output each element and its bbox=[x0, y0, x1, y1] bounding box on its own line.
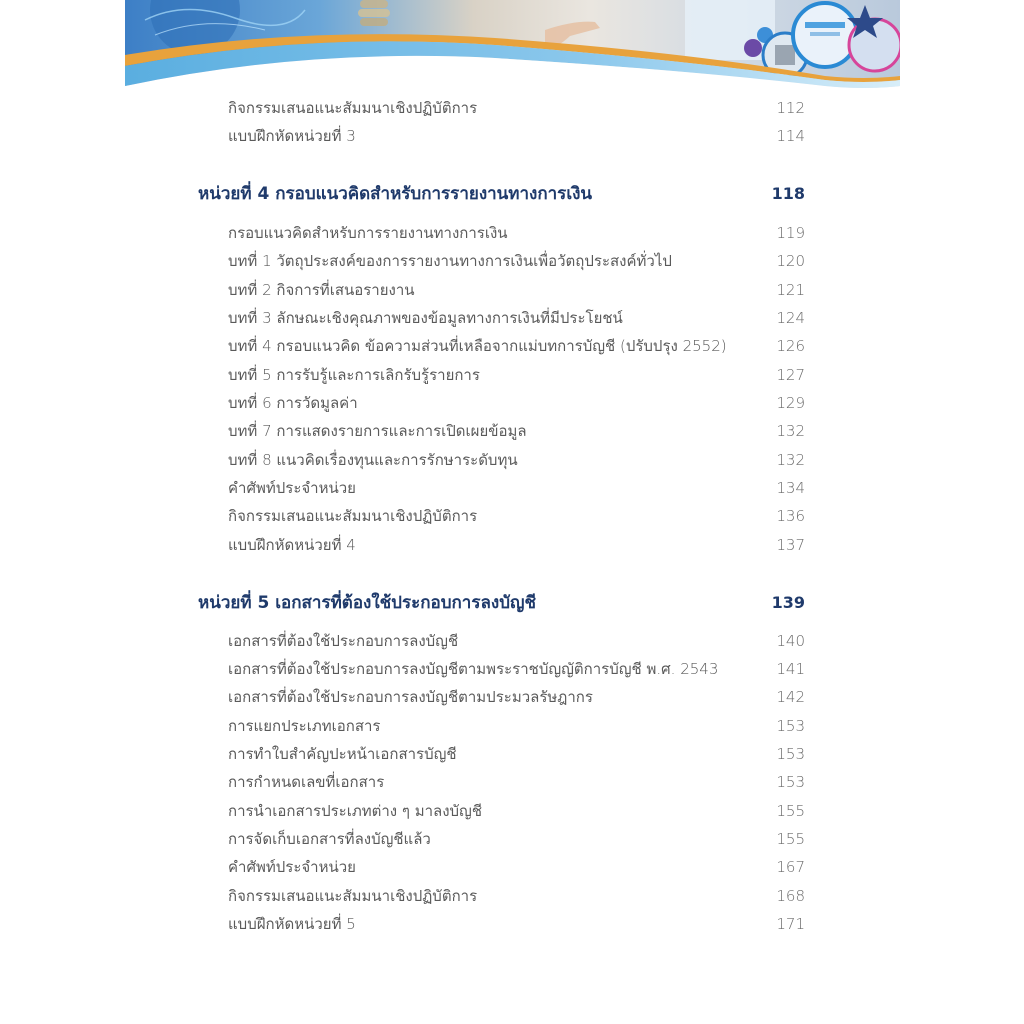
toc-entry[interactable] bbox=[228, 798, 805, 824]
toc-entry-page: 121 bbox=[776, 281, 805, 299]
toc-entry-page: 114 bbox=[776, 127, 805, 145]
toc-entry[interactable] bbox=[228, 123, 805, 149]
toc-entry-title: กรอบแนวคิดสำหรับการรายงานทางการเงิน bbox=[228, 224, 508, 242]
toc-entry-title: บทที่ 5 การรับรู้และการเลิกรับรู้รายการ bbox=[228, 366, 480, 384]
header-banner bbox=[125, 0, 900, 92]
toc-entry-title: คำศัพท์ประจำหน่วย bbox=[228, 479, 356, 497]
toc-entry-page: 137 bbox=[776, 536, 805, 554]
toc-entry[interactable] bbox=[228, 911, 805, 937]
toc-entry-page: 129 bbox=[776, 394, 805, 412]
toc-entry-page: 134 bbox=[776, 479, 805, 497]
toc-entry-title: เอกสารที่ต้องใช้ประกอบการลงบัญชีตามพระราชบัญญัติการบัญชี พ.ศ. 2543 bbox=[228, 660, 719, 678]
toc-entry[interactable] bbox=[228, 883, 805, 909]
toc-entry-page: 141 bbox=[776, 660, 805, 678]
toc-entry-title: คำศัพท์ประจำหน่วย bbox=[228, 858, 356, 876]
toc-entry-title: แบบฝึกหัดหน่วยที่ 5 bbox=[228, 915, 356, 933]
toc-entry[interactable] bbox=[228, 447, 805, 473]
toc-entry[interactable] bbox=[228, 532, 805, 558]
toc-entry-title: การจัดเก็บเอกสารที่ลงบัญชีแล้ว bbox=[228, 830, 431, 848]
toc-entry-title: การทำใบสำคัญปะหน้าเอกสารบัญชี bbox=[228, 745, 457, 763]
toc-entry[interactable] bbox=[228, 305, 805, 331]
toc-entry[interactable] bbox=[228, 248, 805, 274]
toc-unit-heading[interactable] bbox=[198, 178, 805, 208]
toc-unit-heading[interactable] bbox=[198, 587, 805, 617]
toc-entry[interactable] bbox=[228, 656, 805, 682]
toc-entry-title: บทที่ 1 วัตถุประสงค์ของการรายงานทางการเงินเพื่อวัตถุประสงค์ทั่วไป bbox=[228, 252, 672, 270]
toc-entry[interactable] bbox=[228, 741, 805, 767]
toc-entry[interactable] bbox=[228, 362, 805, 388]
toc-entry-title: กิจกรรมเสนอแนะสัมมนาเชิงปฏิบัติการ bbox=[228, 887, 478, 905]
toc-entry[interactable] bbox=[228, 684, 805, 710]
toc-entry[interactable] bbox=[228, 95, 805, 121]
toc-entry-title: การแยกประเภทเอกสาร bbox=[228, 717, 381, 735]
toc-entry-page: 132 bbox=[776, 422, 805, 440]
toc-entry[interactable] bbox=[228, 220, 805, 246]
toc-entry-title: กิจกรรมเสนอแนะสัมมนาเชิงปฏิบัติการ bbox=[228, 99, 478, 117]
toc-entry[interactable] bbox=[228, 277, 805, 303]
toc-entry-page: 153 bbox=[776, 773, 805, 791]
toc-entry-page: 153 bbox=[776, 717, 805, 735]
toc-entry-title: แบบฝึกหัดหน่วยที่ 4 bbox=[228, 536, 356, 554]
toc-entry-title: เอกสารที่ต้องใช้ประกอบการลงบัญชีตามประมวลรัษฎากร bbox=[228, 688, 593, 706]
toc-entry[interactable] bbox=[228, 503, 805, 529]
toc-entry-title: การนำเอกสารประเภทต่าง ๆ มาลงบัญชี bbox=[228, 802, 483, 820]
toc-entry-page: 127 bbox=[776, 366, 805, 384]
toc-entry-page: 155 bbox=[776, 802, 805, 820]
toc-entry-page: 171 bbox=[776, 915, 805, 933]
toc-entry-page: 132 bbox=[776, 451, 805, 469]
toc-entry-title: บทที่ 6 การวัดมูลค่า bbox=[228, 394, 358, 412]
banner-image bbox=[125, 0, 900, 92]
book-page bbox=[125, 0, 900, 1024]
toc-entry-page: 126 bbox=[776, 337, 805, 355]
unit-title: หน่วยที่ 5 เอกสารที่ต้องใช้ประกอบการลงบัญชี bbox=[198, 592, 537, 613]
toc-entry-page: 153 bbox=[776, 745, 805, 763]
toc-entry-page: 124 bbox=[776, 309, 805, 327]
toc-entry-page: 155 bbox=[776, 830, 805, 848]
toc-entry-page: 119 bbox=[776, 224, 805, 242]
toc-entry-title: บทที่ 2 กิจการที่เสนอรายงาน bbox=[228, 281, 415, 299]
toc-entry-page: 168 bbox=[776, 887, 805, 905]
toc-entry[interactable] bbox=[228, 713, 805, 739]
toc-entry-title: การกำหนดเลขที่เอกสาร bbox=[228, 773, 385, 791]
toc-entry[interactable] bbox=[228, 854, 805, 880]
toc-entry-title: เอกสารที่ต้องใช้ประกอบการลงบัญชี bbox=[228, 632, 459, 650]
unit-title: หน่วยที่ 4 กรอบแนวคิดสำหรับการรายงานทางการเงิน bbox=[198, 183, 593, 204]
toc-entry[interactable] bbox=[228, 390, 805, 416]
toc-entry[interactable] bbox=[228, 418, 805, 444]
toc-entry-title: บทที่ 3 ลักษณะเชิงคุณภาพของข้อมูลทางการเงินที่มีประโยชน์ bbox=[228, 309, 623, 327]
toc-entry-title: บทที่ 8 แนวคิดเรื่องทุนและการรักษาระดับทุน bbox=[228, 451, 518, 469]
unit-page: 118 bbox=[771, 183, 805, 203]
toc-entry-page: 112 bbox=[776, 99, 805, 117]
toc-entry-title: บทที่ 4 กรอบแนวคิด ข้อความส่วนที่เหลือจากแม่บทการบัญชี (ปรับปรุง 2552) bbox=[228, 337, 727, 355]
unit-page: 139 bbox=[771, 592, 805, 612]
toc-entry-page: 140 bbox=[776, 632, 805, 650]
toc-entry[interactable] bbox=[228, 475, 805, 501]
toc-entry-title: กิจกรรมเสนอแนะสัมมนาเชิงปฏิบัติการ bbox=[228, 507, 478, 525]
toc-entry-page: 167 bbox=[776, 858, 805, 876]
toc-entry-page: 136 bbox=[776, 507, 805, 525]
toc-entry[interactable] bbox=[228, 769, 805, 795]
toc-entry-page: 120 bbox=[776, 252, 805, 270]
toc-entry[interactable] bbox=[228, 333, 805, 359]
toc-entry[interactable] bbox=[228, 826, 805, 852]
toc-entry-title: แบบฝึกหัดหน่วยที่ 3 bbox=[228, 127, 356, 145]
toc-entry-title: บทที่ 7 การแสดงรายการและการเปิดเผยข้อมูล bbox=[228, 422, 527, 440]
toc-entry-page: 142 bbox=[776, 688, 805, 706]
toc-entry[interactable] bbox=[228, 628, 805, 654]
